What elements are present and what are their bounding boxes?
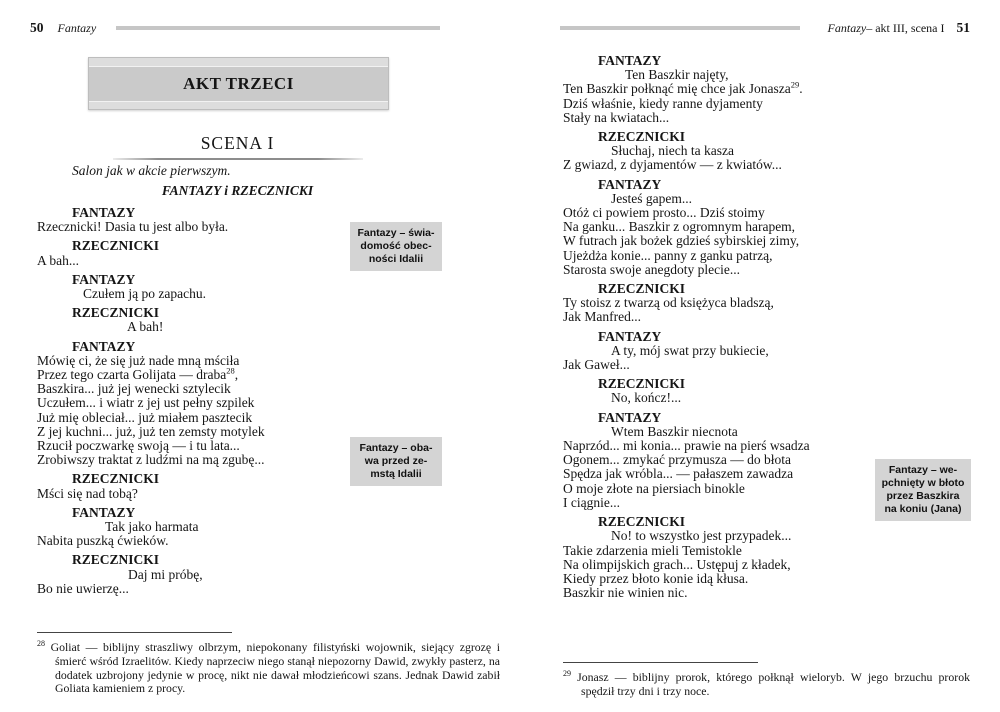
speaker-name: RZECZNICKI — [72, 238, 160, 254]
speech-block — [563, 130, 968, 173]
verse-line: Starosta swoje anegdoty plecie... — [563, 261, 740, 277]
footnote-number-left: 28 — [37, 639, 45, 648]
verse-line: A bah... — [37, 252, 79, 268]
footnote-text-left: $^{28}$ Goliat — biblijny straszliwy olbrzym, niepokonany filistyński wojownik, siejący zgrozę i śmierć wśród Izraelitów. Kiedy naprzeciw niego stanął niepozorny Dawid, zwykły pasterz, na dodatek uzbrojony jedynie w procę, nikt nie dawał młodzieńcowi szans. Jednak Dawid zabił Goliata kamieniem z procy. — [37, 639, 500, 696]
verse-line: No, kończ!... — [611, 390, 682, 406]
scene-heading — [88, 133, 387, 160]
act-title-banner — [88, 57, 389, 110]
verse-line: Otóż ci powiem prosto... Dziś stoimy — [563, 205, 765, 221]
verse-line: Kiedy przez błoto konie idą kłusa. — [563, 570, 749, 586]
speaker-name: RZECZNICKI — [598, 281, 686, 297]
speaker-name: FANTAZY — [598, 409, 662, 425]
verse-line: Na olimpijskich grach... Ustępuj z kładek, — [563, 556, 791, 572]
verse-line: Z gwiazd, z dyjamentów — z kwiatów... — [563, 157, 782, 173]
scene-title: SCENA I — [200, 133, 275, 153]
verse-line: Przez tego czarta Golijata — draba$^{28}$, — [37, 365, 239, 383]
verse-line: Słuchaj, niech ta kasza — [611, 143, 734, 159]
speaker-name: FANTAZY — [72, 338, 136, 354]
verse-line: Ten Baszkir najęty, — [625, 67, 729, 83]
margin-note-pushed-into-mud: Fantazy – we- pchnięty w błoto przez Baszkira na koniu (Jana) — [875, 459, 971, 521]
verse-line: Takie zdarzenia mieli Temistokle — [563, 542, 742, 558]
running-suffix-right: – akt III, scena I — [866, 20, 945, 35]
speech-block — [37, 506, 472, 549]
characters-heading: FANTAZY i RZECZNICKI — [161, 183, 314, 198]
speaker-name: RZECZNICKI — [598, 376, 686, 392]
margin-note-awareness: Fantazy – świa- domość obec- ności Idalii — [350, 222, 442, 271]
running-head-left — [30, 20, 500, 36]
speaker-name: RZECZNICKI — [598, 514, 686, 530]
verse-line: Ogonem... zmykać przymusza — do błota — [563, 452, 791, 468]
page-number-right: 51 — [956, 20, 970, 35]
verse-line: Daj mi próbę, — [128, 566, 203, 582]
footnote-number-right: 29 — [563, 669, 571, 678]
verse-line: Na ganku... Baszkir z ogromnym harapem, — [563, 219, 796, 235]
verse-line: No! to wszystko jest przypadek... — [611, 528, 792, 544]
header-rule-left — [116, 26, 440, 30]
running-head-right — [540, 20, 970, 36]
footnote-text-right: $^{29}$ Jonasz — biblijny prorok, którego połknął wieloryb. W jego brzuchu prorok spędził trzy dni i trzy noce. — [563, 669, 970, 698]
footnote-left — [37, 632, 500, 696]
footnote-rule-left — [37, 632, 232, 633]
verse-line: Jak Manfred... — [563, 309, 641, 325]
verse-line: Już mię obleciał... już miałem pasztecik — [37, 409, 253, 425]
verse-line: Baszkir nie winien nic. — [563, 585, 688, 601]
speaker-name: RZECZNICKI — [72, 552, 160, 568]
verse-line: O moje złote na piersiach binokle — [563, 480, 745, 496]
footnote-right — [563, 662, 970, 699]
verse-line: Uczułem... i wiatr z jej ust pełny szpilek — [37, 395, 255, 411]
verse-line: Ten Baszkir połknąć mię chce jak Jonasza$^{29}$. — [563, 79, 803, 97]
verse-line: Bo nie uwierzę... — [37, 580, 129, 596]
speaker-name: RZECZNICKI — [72, 305, 160, 321]
running-title-left: Fantazy — [57, 20, 97, 35]
footnote-rule-right — [563, 662, 758, 663]
verse-line: Z jej kuchni... już, już ten zemsty motylek — [37, 423, 265, 439]
verse-line: Czułem ją po zapachu. — [83, 286, 206, 302]
verse-line: Mści się nad tobą? — [37, 485, 138, 501]
speaker-name: RZECZNICKI — [598, 129, 686, 145]
page-left — [30, 14, 500, 704]
speech-block — [563, 330, 968, 373]
verse-line: Baszkira... już jej wenecki sztylecik — [37, 381, 231, 397]
speaker-name: FANTAZY — [72, 205, 136, 220]
verse-line: Naprzód... mi konia... prawie na pierś wsadza — [563, 438, 810, 454]
verse-line: Wtem Baszkir niecnota — [611, 423, 738, 439]
verse-line: Tak jako harmata — [105, 519, 199, 535]
scene-rule — [113, 158, 363, 160]
speech-block — [563, 282, 968, 325]
speaker-name: FANTAZY — [598, 53, 662, 68]
verse-line: Stały na kwiatach... — [563, 109, 670, 125]
verse-line: Dziś właśnie, kiedy ranne dyjamenty — [563, 95, 763, 111]
verse-line: Jesteś gapem... — [611, 190, 692, 206]
verse-line: Ty stoisz z twarzą od księżyca bladszą, — [563, 295, 774, 311]
stage-direction: Salon jak w akcie pierwszym. — [72, 163, 231, 178]
speech-block — [563, 178, 968, 277]
speech-block — [563, 54, 968, 125]
verse-line: Rzecznicki! Dasia tu jest albo była. — [37, 219, 229, 235]
margin-note-fear: Fantazy – oba- wa przed ze- mstą Idalii — [350, 437, 442, 486]
speaker-name: FANTAZY — [598, 176, 662, 192]
act-title: AKT TRZECI — [89, 66, 388, 102]
speaker-name: FANTAZY — [72, 504, 136, 520]
speech-block — [37, 306, 472, 334]
speech-block — [563, 377, 968, 405]
speech-block — [563, 515, 968, 600]
verse-line: A bah! — [127, 319, 164, 335]
speaker-name: RZECZNICKI — [72, 471, 160, 487]
verse-line: Zrobiwszy traktat z ludźmi na mą zgubę... — [37, 452, 265, 468]
verse-line: Jak Gaweł... — [563, 357, 630, 373]
page-right — [540, 14, 970, 704]
verse-line: W futrach jak bożek gdzieś sybirskiej zimy, — [563, 233, 800, 249]
verse-line: Ujeżdża konie... panny z ganku patrzą, — [563, 247, 773, 263]
verse-line: I ciągnie... — [563, 494, 620, 510]
speech-block — [37, 273, 472, 301]
running-title-right: Fantazy — [827, 20, 867, 35]
speaker-name: FANTAZY — [72, 271, 136, 287]
verse-line: Nabita puszką ćwieków. — [37, 533, 169, 549]
speech-block — [37, 553, 472, 596]
page-number-left: 50 — [30, 20, 44, 35]
verse-line: A ty, mój swat przy bukiecie, — [611, 342, 769, 358]
speaker-name: FANTAZY — [598, 328, 662, 344]
header-rule-right — [560, 26, 800, 30]
verse-line: Rzucił poczwarkę swoją — i tu lata... — [37, 438, 240, 454]
verse-line: Spędza jak wróbla... — pałaszem zawadza — [563, 466, 794, 482]
verse-line: Mówię ci, że się już nade mną mściła — [37, 352, 240, 368]
